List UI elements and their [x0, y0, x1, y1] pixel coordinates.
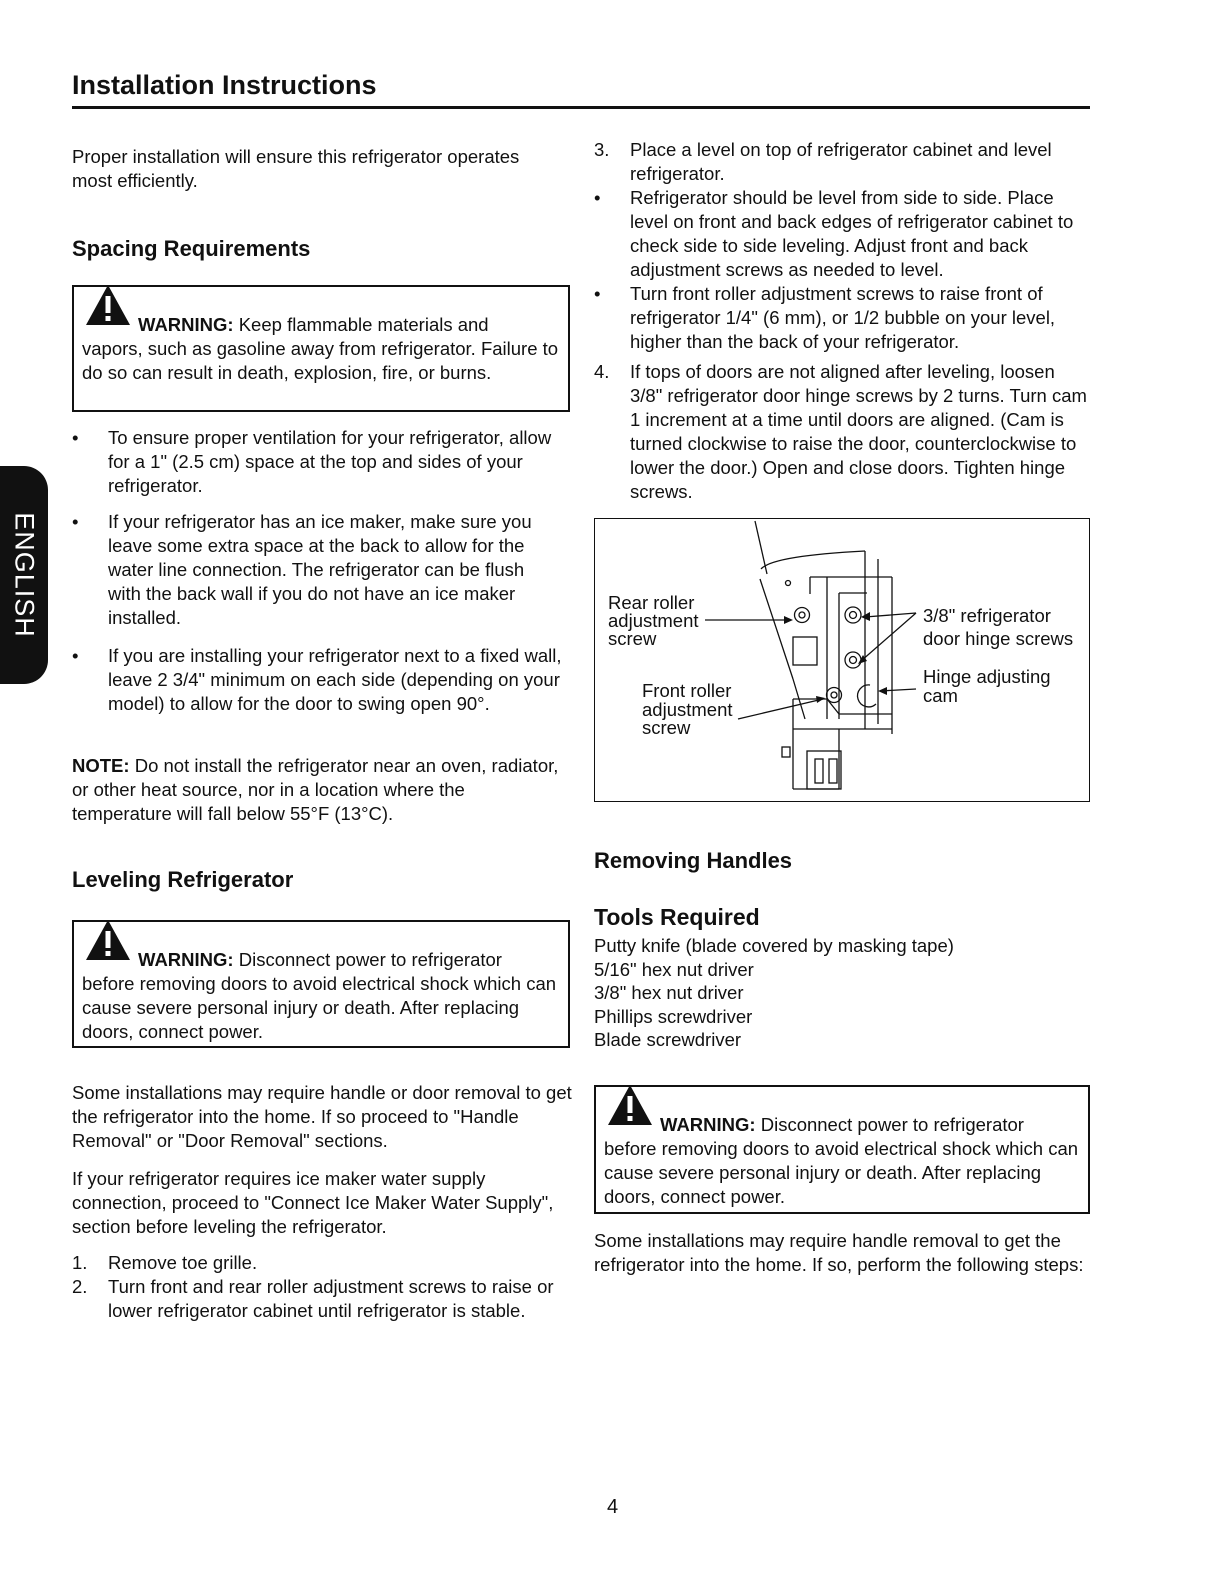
leveling-warning-lead-text: Disconnect power to refrigerator — [233, 949, 502, 970]
warning-triangle-icon — [606, 1083, 654, 1127]
bullet-text: Turn front roller adjustment screws to raise front of refrigerator 1/4" (6 mm), or 1/2 bubble on your level, higher than the back of your refrigerator. — [630, 283, 1056, 352]
handles-warning-box — [594, 1085, 1090, 1214]
rear-roller-label: adjustment — [608, 610, 699, 631]
tool-item: 3/8" hex nut driver — [594, 982, 744, 1003]
tool-item: 5/16" hex nut driver — [594, 958, 754, 980]
leveling-warning-box — [72, 920, 570, 1048]
step-number: 1. — [72, 1252, 88, 1273]
warning-label: WARNING: — [660, 1114, 756, 1135]
step-number: 3. — [594, 139, 610, 160]
spacing-note — [72, 754, 562, 826]
rear-roller-label: Rear roller — [608, 592, 695, 613]
list-item — [72, 644, 562, 716]
warning-label: WARNING: — [138, 314, 234, 335]
step-number: 2. — [72, 1276, 88, 1297]
intro-text: Proper installation will ensure this refrigerator operates most efficiently. — [72, 146, 520, 191]
handles-heading: Removing Handles — [594, 848, 793, 873]
title-divider — [72, 106, 1090, 109]
hinge-assembly-illustration — [595, 519, 1088, 800]
handles-warning-lead-text: Disconnect power to refrigerator — [755, 1114, 1024, 1135]
handles-warning-text: before removing doors to avoid electrical shock which can cause severe personal injury or death. After replacing doors, connect power. — [604, 1138, 1079, 1207]
list-item — [594, 186, 1090, 282]
list-item — [72, 510, 562, 630]
step-text: Turn front and rear roller adjustment screws to raise or lower refrigerator cabinet until refrigerator is stable. — [108, 1276, 554, 1321]
tool-item: Phillips screwdriver — [594, 1005, 753, 1027]
bullet-mark: • — [72, 511, 79, 532]
step-text: Remove toe grille. — [108, 1252, 258, 1273]
spacing-warning-lead — [82, 313, 560, 337]
bullet-text: If you are installing your refrigerator next to a fixed wall, leave 2 3/4" minimum on each side (depending on your model) to allow for the door to swing open 90°. — [108, 645, 562, 714]
step-number: 4. — [594, 361, 610, 382]
warning-triangle-icon — [84, 283, 132, 327]
step-text: If tops of doors are not aligned after leveling, loosen 3/8" refrigerator door hinge screws by 2 turns. Turn cam 1 increment at a time until doors are aligned. (Cam is turned clockwise to raise the door, counterclockwise to lower the door.) Open and close doors. Tighten hinge screws. — [630, 361, 1087, 502]
spacing-warning-text: vapors, such as gasoline away from refrigerator. Failure to do so can result in death, explosion, fire, or burns. — [82, 338, 559, 383]
spacing-warning-lead-text: Keep flammable materials and — [233, 314, 489, 335]
step-text: Place a level on top of refrigerator cabinet and level refrigerator. — [630, 139, 1052, 184]
language-tab-label: ENGLISH — [9, 512, 40, 638]
step-item — [72, 1275, 562, 1323]
front-roller-label: Front roller — [642, 680, 732, 701]
spacing-warning-box — [72, 285, 570, 412]
tools-list — [594, 934, 1090, 1052]
list-item — [594, 282, 1090, 354]
leveling-paragraph-1: Some installations may require handle or door removal to get the refrigerator into the home. If so proceed to "Handle Removal" or "Door Removal" sections. — [72, 1082, 572, 1151]
step-item — [72, 1251, 562, 1275]
bullet-mark: • — [594, 283, 601, 304]
bullet-mark: • — [594, 187, 601, 208]
bullet-text: If your refrigerator has an ice maker, make sure you leave some extra space at the back to allow for the water line connection. The refrigerator can be flush with the back wall if you do not have an ice maker installed. — [108, 511, 532, 628]
language-tab — [0, 466, 48, 684]
bullet-text: Refrigerator should be level from side to side. Place level on front and back edges of refrigerator cabinet to check side to side leveling. Adjust front and back adjustment screws as needed to level. — [630, 187, 1074, 280]
tool-item: Putty knife (blade covered by masking tape) — [594, 935, 954, 956]
note-label: NOTE: — [72, 755, 130, 776]
step-item — [594, 360, 1090, 504]
leveling-heading: Leveling Refrigerator — [72, 867, 294, 892]
tools-heading: Tools Required — [594, 904, 760, 930]
bullet-mark: • — [72, 645, 79, 666]
leveling-warning-text: before removing doors to avoid electrical shock which can cause severe personal injury or death. After replacing doors, connect power. — [82, 973, 557, 1042]
bullet-text: To ensure proper ventilation for your refrigerator, allow for a 1" (2.5 cm) space at the top and sides of your refrigerator. — [108, 427, 552, 496]
hinge-screws-label: door hinge screws — [923, 628, 1074, 649]
hinge-diagram — [594, 518, 1090, 802]
page-number: 4 — [606, 1496, 619, 1518]
leveling-warning-lead — [82, 948, 560, 972]
warning-label: WARNING: — [138, 949, 234, 970]
handles-warning-lead — [604, 1113, 1080, 1137]
rear-roller-label: screw — [608, 628, 657, 649]
note-text: Do not install the refrigerator near an oven, radiator, or other heat source, nor in a location where the temperature will fall below 55°F (13°C). — [72, 755, 559, 824]
list-item — [72, 426, 562, 498]
hinge-screws-label: 3/8" refrigerator — [923, 605, 1051, 626]
front-roller-label: adjustment — [642, 699, 733, 720]
bullet-mark: • — [72, 427, 79, 448]
step-item — [594, 138, 1090, 186]
warning-triangle-icon — [84, 918, 132, 962]
handles-paragraph: Some installations may require handle removal to get the refrigerator into the home. If so, perform the following steps: — [594, 1230, 1084, 1275]
page-title: Installation Instructions — [72, 70, 377, 100]
hinge-cam-label: Hinge adjusting — [923, 666, 1051, 687]
tool-item: Blade screwdriver — [594, 1029, 742, 1050]
hinge-cam-label: cam — [923, 685, 958, 706]
front-roller-label: screw — [642, 717, 691, 738]
leveling-paragraph-2: If your refrigerator requires ice maker water supply connection, proceed to "Connect Ice Maker Water Supply", section before leveling the refrigerator. — [72, 1168, 554, 1237]
spacing-heading: Spacing Requirements — [72, 236, 311, 261]
